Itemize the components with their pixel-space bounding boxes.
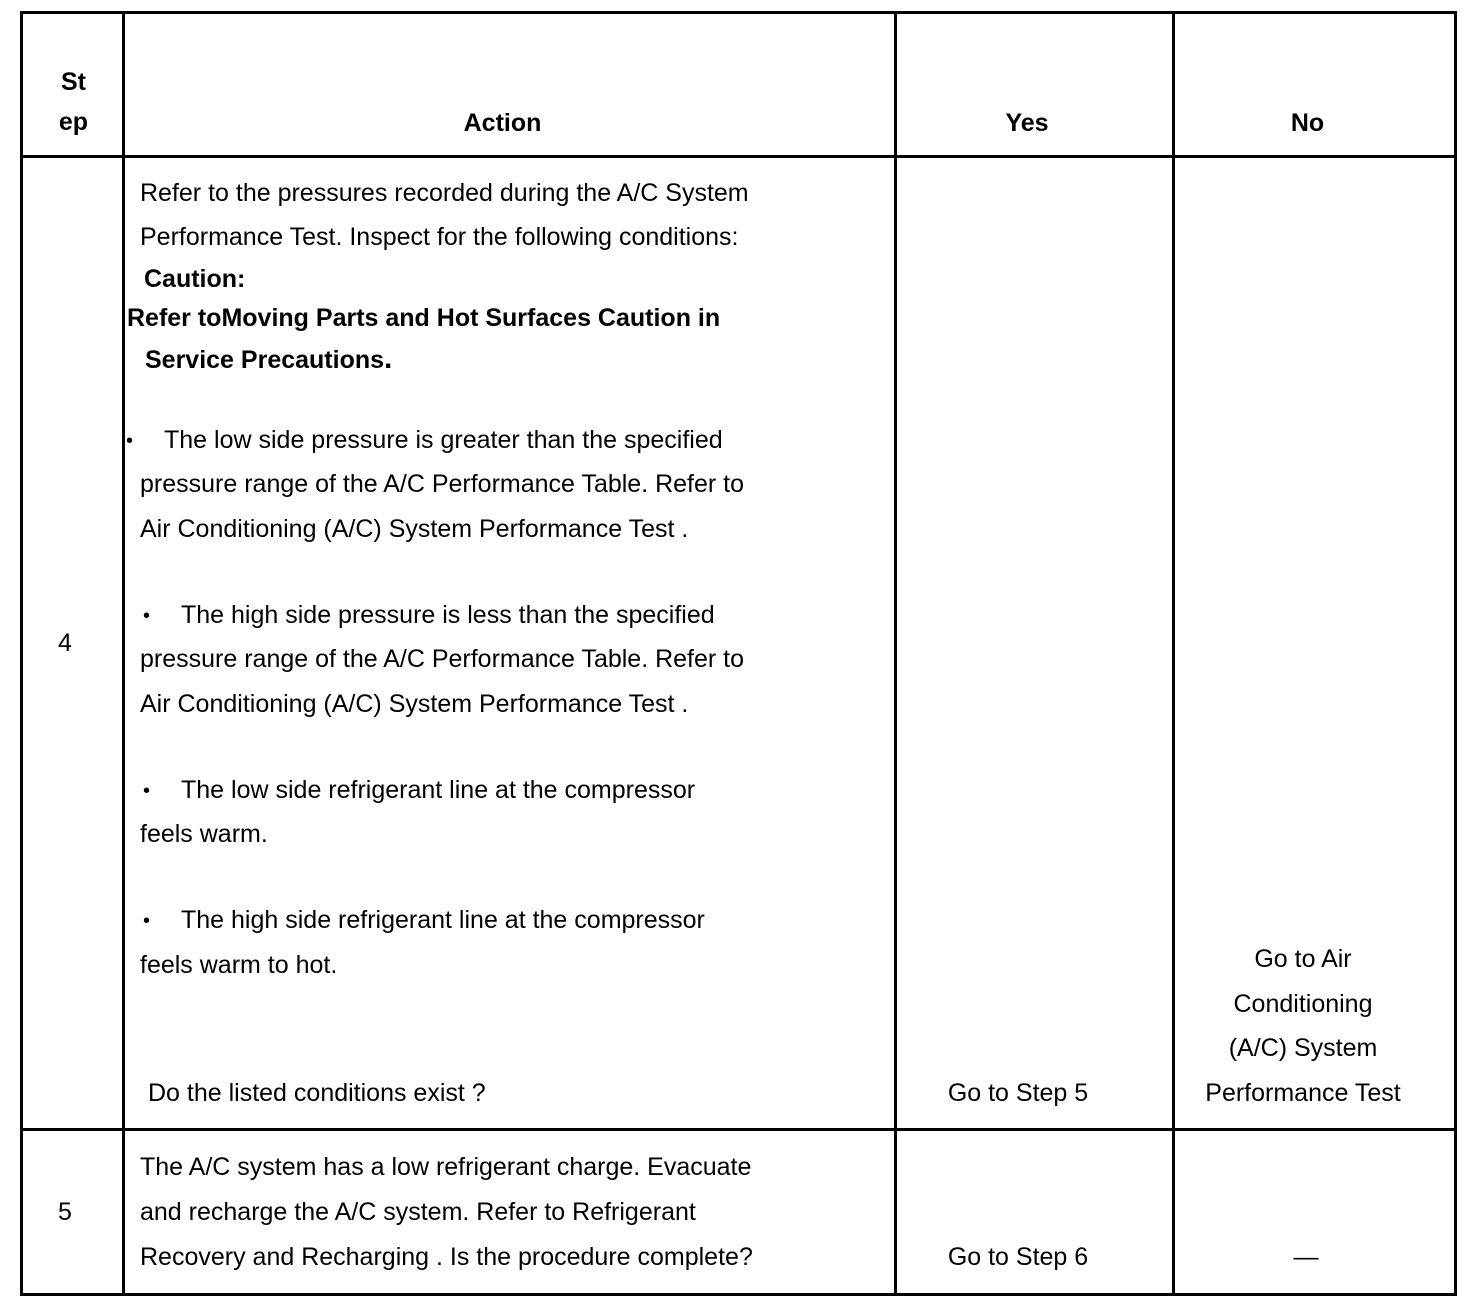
yes-result: Go to Step 5 [947, 1079, 1089, 1107]
table-border-left [20, 11, 23, 1296]
bullet-icon: • [143, 780, 151, 802]
action-line2: and recharge the A/C system. Refer to Refrigerant [140, 1198, 696, 1226]
action-line1: The A/C system has a low refrigerant charge. Evacuate [140, 1153, 752, 1181]
condition-2-line1: The high side pressure is less than the specified [181, 601, 715, 629]
bullet-icon: • [126, 430, 134, 452]
table-border-right [1454, 11, 1457, 1296]
header-yes: Yes [1005, 109, 1049, 137]
condition-4-line2: feels warm to hot. [140, 951, 338, 979]
condition-3-line2: feels warm. [140, 820, 268, 848]
header-divider [20, 155, 1457, 158]
table-border-top [20, 11, 1457, 14]
caution-label: Caution: [144, 265, 246, 293]
condition-3-line1: The low side refrigerant line at the compressor [181, 776, 696, 804]
column-divider-step [122, 11, 125, 1296]
caution-text-line1: Refer toMoving Parts and Hot Surfaces Caution in [127, 304, 721, 332]
row-divider [20, 1128, 1457, 1131]
yes-result: Go to Step 6 [947, 1243, 1089, 1271]
header-action: Action [463, 109, 542, 137]
bullet-icon: • [143, 910, 151, 932]
action-intro-line2: Performance Test. Inspect for the following conditions: [140, 223, 739, 251]
caution-text-line2: Service Precautions. [145, 342, 393, 375]
condition-4-line1: The high side refrigerant line at the compressor [181, 906, 705, 934]
table-border-bottom [20, 1293, 1457, 1296]
condition-1-line3: Air Conditioning (A/C) System Performance Test . [140, 515, 689, 543]
condition-2-line2: pressure range of the A/C Performance Table. Refer to [140, 645, 745, 673]
action-line3: Recovery and Recharging . Is the procedure complete? [140, 1243, 753, 1271]
action-intro-line1: Refer to the pressures recorded during the A/C System [140, 179, 749, 207]
condition-2-line3: Air Conditioning (A/C) System Performance Test . [140, 690, 689, 718]
header-no: No [1290, 109, 1325, 137]
question-text: Do the listed conditions exist ? [148, 1079, 486, 1107]
step-number: 4 [58, 629, 72, 657]
header-step: St ep [58, 68, 89, 136]
condition-1-line2: pressure range of the A/C Performance Table. Refer to [140, 470, 745, 498]
condition-1-line1: The low side pressure is greater than the specified [164, 426, 723, 454]
no-result: Go to Air Conditioning (A/C) System Performance Test [1205, 945, 1401, 1107]
step-number: 5 [58, 1198, 72, 1226]
bullet-icon: • [143, 605, 151, 627]
no-result: — [1293, 1243, 1319, 1271]
